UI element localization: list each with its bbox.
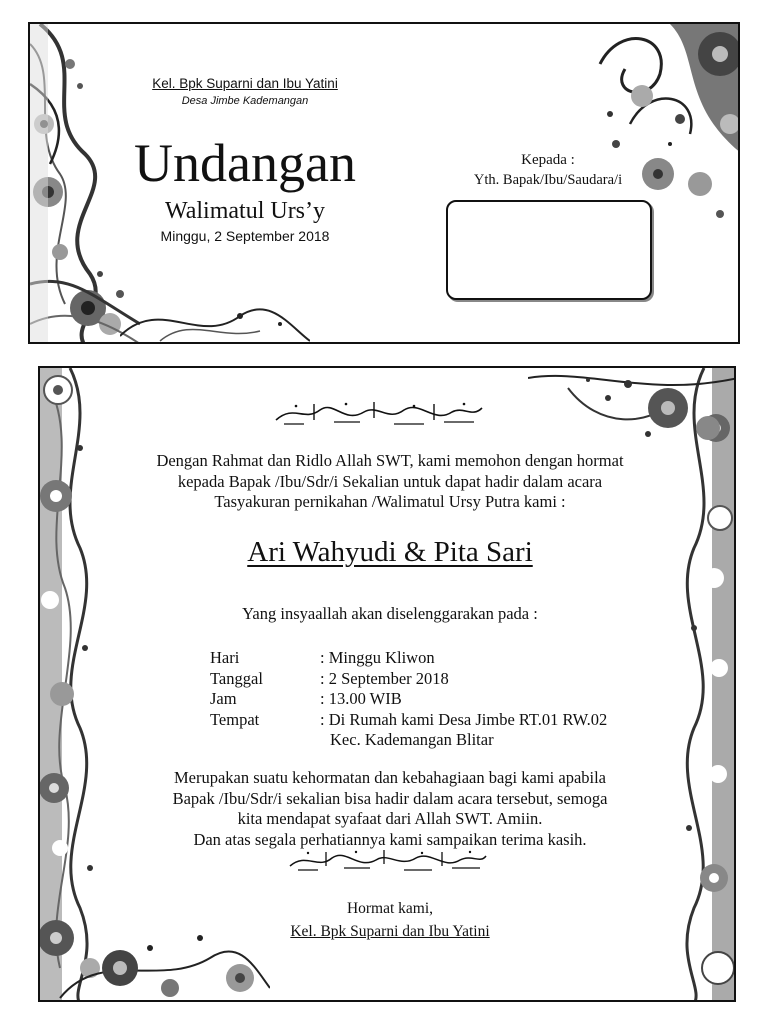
event-lead: Yang insyaallah akan diselenggarakan pada : xyxy=(242,604,538,623)
address-box xyxy=(446,200,652,300)
detail-value: : 13.00 WIB xyxy=(320,689,402,708)
detail-row xyxy=(210,669,607,690)
invitation-title: Undangan xyxy=(134,133,356,193)
detail-row xyxy=(210,648,607,669)
to-label: Kepada : xyxy=(521,152,575,168)
intro-line: kepada Bapak /Ibu/Sdr/i Sekalian untuk dapat hadir dalam acara xyxy=(177,471,603,491)
invitation-date: Minggu, 2 September 2018 xyxy=(160,228,330,244)
arabic-salam-calligraphy-icon xyxy=(288,848,488,874)
detail-key: Hari xyxy=(210,648,240,667)
closing-line: Dan atas segala perhatiannya kami sampaikan terima kasih. xyxy=(193,829,587,849)
detail-value: : 2 September 2018 xyxy=(320,668,449,688)
recipient-label: Yth. Bapak/Ibu/Saudara/i xyxy=(473,172,623,188)
detail-key: Tempat xyxy=(210,709,260,729)
detail-row xyxy=(210,689,607,710)
closing-paragraph xyxy=(80,768,700,850)
intro-line: Dengan Rahmat dan Ridlo Allah SWT, kami memohon dengan hormat xyxy=(156,451,624,470)
closing-line: Bapak /Ibu/Sdr/i sekalian bisa hadir dalam acara tersebut, semoga xyxy=(172,788,608,808)
signature-block xyxy=(100,923,680,941)
event-details xyxy=(210,648,607,751)
closing-line: Merupakan suatu kehormatan dan kebahagiaan bagi kami apabila xyxy=(173,768,607,787)
detail-value: : Minggu Kliwon xyxy=(320,648,435,667)
arabic-salam-calligraphy-icon xyxy=(274,400,484,428)
sender-village: Desa Jimbe Kademangan xyxy=(181,95,309,107)
sender-family: Kel. Bpk Suparni dan Ibu Yatini xyxy=(152,76,338,91)
invitation-subtitle: Walimatul Urs’y xyxy=(164,198,326,224)
couple-names xyxy=(100,536,680,569)
address-continuation: Kec. Kademangan Blitar xyxy=(330,730,494,749)
closing-line: kita mendapat syafaat dari Allah SWT. Amiin. xyxy=(237,809,543,828)
envelope-card xyxy=(28,22,740,344)
couple-names-text: Ari Wahyudi & Pita Sari xyxy=(247,536,533,568)
signature-text: Kel. Bpk Suparni dan Ibu Yatini xyxy=(290,923,490,940)
detail-row xyxy=(210,710,607,731)
regards-text: Hormat kami, xyxy=(346,900,434,917)
intro-line: Tasyakuran pernikahan /Walimatul Ursy Putra kami : xyxy=(214,492,566,511)
detail-key: Jam xyxy=(210,689,237,708)
flourish-ornament-icon xyxy=(120,286,310,344)
detail-value: : Di Rumah kami Desa Jimbe RT.01 RW.02 xyxy=(320,709,608,729)
detail-key: Tanggal xyxy=(210,668,263,688)
intro-paragraph xyxy=(100,451,680,513)
letter-card xyxy=(38,366,736,1002)
floral-ornament-icon xyxy=(528,368,736,448)
